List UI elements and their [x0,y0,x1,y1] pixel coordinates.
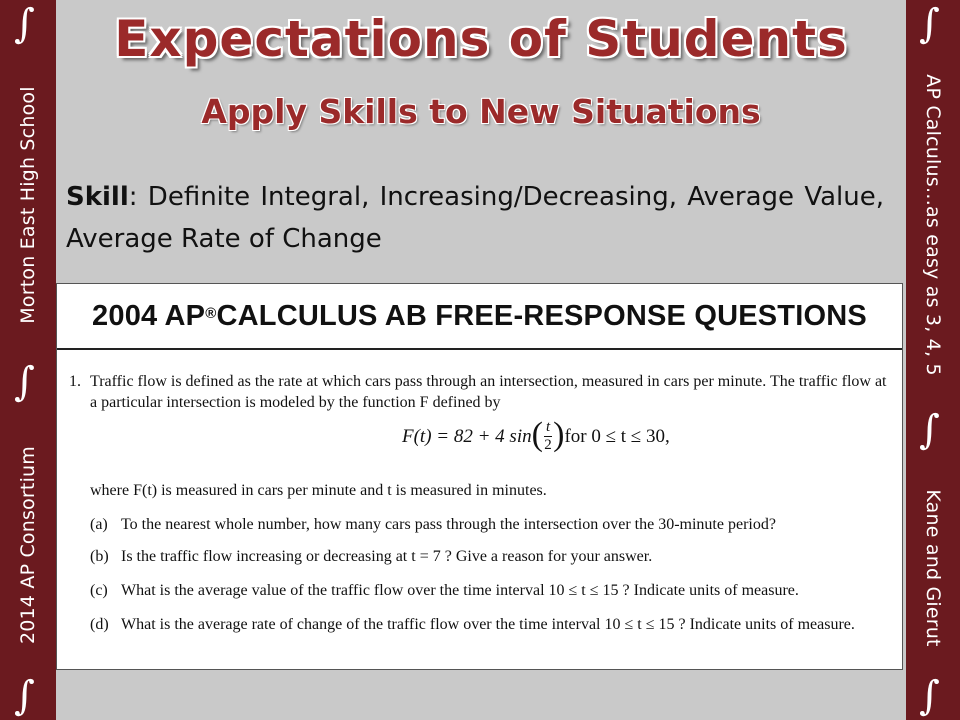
question-part [90,546,890,567]
skill-description [66,176,884,260]
question-intro [69,371,889,413]
left-sidebar [0,0,56,720]
question-number: 1. [69,373,81,390]
exam-header [57,284,902,350]
question-intro-text: Traffic flow is defined as the rate at which cars pass through an intersection, measured in cars per minute. The traffic flow at a particular intersection is modeled by the function F defined by [90,373,887,411]
part-text: What is the average rate of change of the traffic flow over the time interval 10 ≤ t ≤ 15 ? Indicate units of measure. [121,616,855,633]
exam-header-post: CALCULUS AB FREE-RESPONSE QUESTIONS [216,299,867,332]
course-tagline: AP Calculus…as easy as 3, 4, 5 [922,74,944,376]
exam-question-image [56,283,903,670]
question-part [90,514,890,535]
question-part [90,580,890,601]
slide-subtitle: Apply Skills to New Situations [201,92,761,131]
part-text: Is the traffic flow increasing or decreasing at t = 7 ? Give a reason for your answer. [121,548,653,565]
integral-icon: ∫ [14,673,35,719]
school-name: Morton East High School [17,86,39,324]
registered-mark: ® [205,304,217,322]
part-label: (a) [90,516,108,533]
exam-header-pre: 2004 AP [92,299,206,332]
part-text: To the nearest whole number, how many cars pass through the intersection over the 30-minute period? [121,516,776,533]
question-part [90,614,890,635]
slide-title: Expectations of Students [114,10,848,68]
consortium-label: 2014 AP Consortium [17,445,39,645]
integral-icon: ∫ [919,1,940,47]
part-text: What is the average value of the traffic flow over the time interval 10 ≤ t ≤ 15 ? Indicate units of measure. [121,582,799,599]
right-sidebar [906,0,960,720]
skill-label: Skill [66,182,129,212]
integral-icon: ∫ [919,673,940,719]
function-formula: F(t) = 82 + 4 sin ( $\frac{t}{2}$ ) for 0 ≤ t ≤ 30, [402,415,670,453]
formula-domain: for 0 ≤ t ≤ 30, [564,425,670,447]
formula-numerator: t [545,419,551,435]
part-label: (b) [90,548,109,565]
formula-denominator: 2 [544,437,552,453]
units-statement: where F(t) is measured in cars per minute and t is measured in minutes. [90,482,547,499]
skill-text: : Definite Integral, Increasing/Decreasing, Average Value, Average Rate of Change [66,182,884,254]
part-label: (d) [90,616,109,633]
integral-icon: ∫ [14,1,35,47]
part-label: (c) [90,582,108,599]
formula-lhs: F(t) = 82 + 4 sin [402,425,532,447]
formula-fraction [544,419,552,454]
authors-label: Kane and Gierut [922,489,944,647]
integral-icon: ∫ [14,359,35,405]
integral-icon: ∫ [919,407,940,453]
